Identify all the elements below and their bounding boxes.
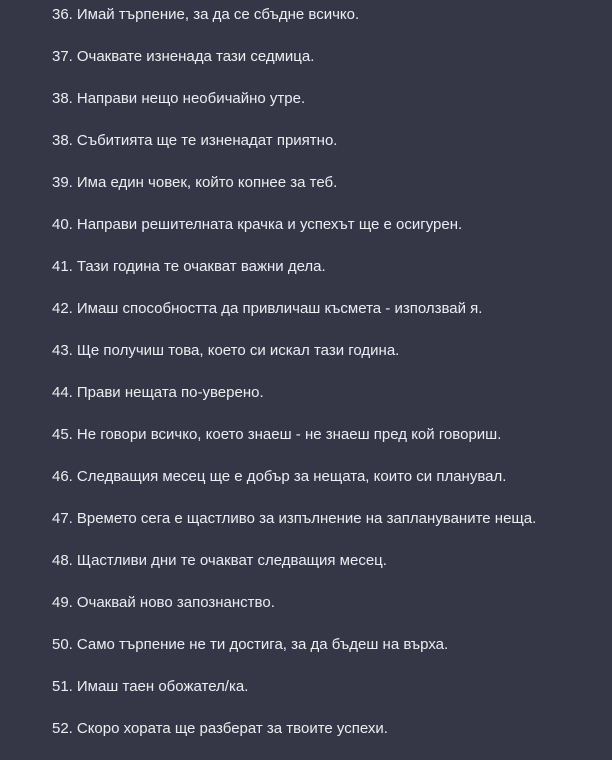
item-number: 49. — [52, 594, 73, 611]
list-item — [52, 4, 612, 46]
item-number: 46. — [52, 468, 73, 485]
item-text: Щастливи дни те очакват следващия месец. — [76, 552, 387, 569]
list-item — [52, 634, 612, 676]
item-number: 38. — [52, 132, 73, 149]
list-item — [52, 382, 612, 424]
list-item — [52, 88, 612, 130]
list-item — [52, 592, 612, 634]
item-text: Не говори всичко, което знаеш - не знаеш пред кой говориш. — [76, 426, 502, 443]
item-text: Прави нещата по-уверено. — [76, 384, 264, 401]
item-number: 41. — [52, 258, 73, 275]
list-item — [52, 172, 612, 214]
item-number: 40. — [52, 216, 73, 233]
list-item — [52, 130, 612, 172]
item-text: Направи решителната крачка и успехът ще е осигурен. — [76, 216, 463, 233]
list-item — [52, 340, 612, 382]
item-number: 51. — [52, 678, 73, 695]
item-text: Имаш таен обожател/ка. — [76, 678, 249, 695]
item-number: 45. — [52, 426, 73, 443]
list-item — [52, 676, 612, 718]
item-text: Имай търпение, за да се сбъдне всичко. — [76, 6, 360, 23]
list-item — [52, 466, 612, 508]
list-item — [52, 46, 612, 88]
list-item — [52, 298, 612, 340]
item-text: Имаш способността да привличаш късмета - използвай я. — [76, 300, 483, 317]
item-number: 52. — [52, 720, 73, 737]
item-text: Очаквай ново запознанство. — [76, 594, 275, 611]
item-number: 50. — [52, 636, 73, 653]
item-text: Само търпение не ти достига, за да бъдеш на върха. — [76, 636, 449, 653]
item-number: 44. — [52, 384, 73, 401]
item-text: Очаквате изненада тази седмица. — [76, 48, 315, 65]
list-item — [52, 550, 612, 592]
item-number: 48. — [52, 552, 73, 569]
item-number: 37. — [52, 48, 73, 65]
item-text: Ще получиш това, което си искал тази година. — [76, 342, 400, 359]
item-number: 38. — [52, 90, 73, 107]
item-number: 43. — [52, 342, 73, 359]
item-text: Има един човек, който копнее за теб. — [76, 174, 338, 191]
item-number: 36. — [52, 6, 73, 23]
item-text: Времето сега е щастливо за изпълнение на заплануваните неща. — [76, 510, 537, 527]
item-number: 39. — [52, 174, 73, 191]
item-text: Скоро хората ще разберат за твоите успехи. — [76, 720, 388, 737]
list-item — [52, 424, 612, 466]
item-text: Тази година те очакват важни дела. — [76, 258, 326, 275]
list-item — [52, 214, 612, 256]
list-item — [52, 256, 612, 298]
item-number: 47. — [52, 510, 73, 527]
item-text: Събитията ще те изненадат приятно. — [76, 132, 338, 149]
list-item — [52, 508, 612, 550]
item-number: 42. — [52, 300, 73, 317]
item-text: Следващия месец ще е добър за нещата, които си планувал. — [76, 468, 507, 485]
item-text: Направи нещо необичайно утре. — [76, 90, 306, 107]
